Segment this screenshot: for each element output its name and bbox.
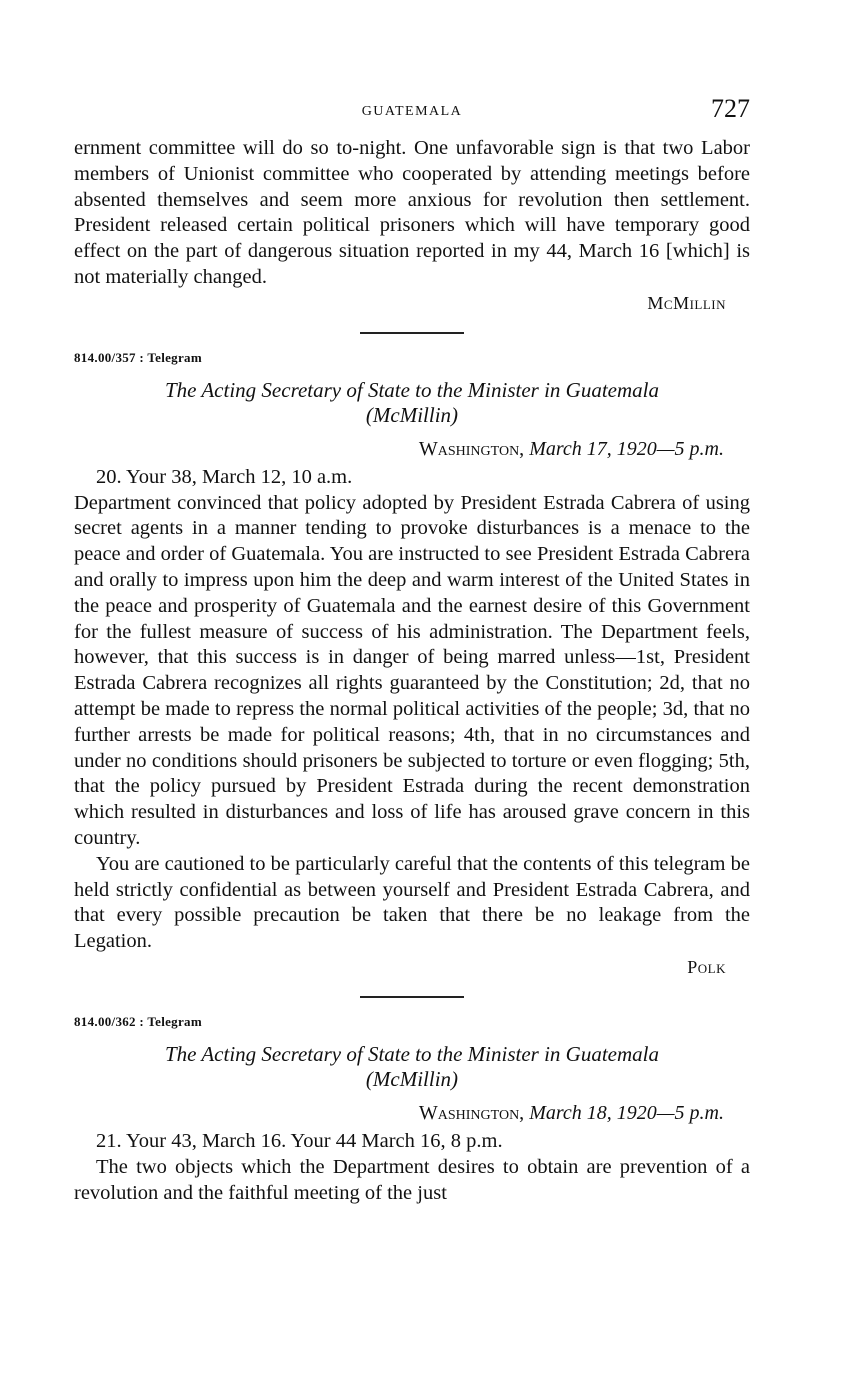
- dateline-place: Washington,: [418, 437, 525, 460]
- section-divider: [360, 332, 464, 334]
- telegram-section-357: [74, 350, 750, 978]
- telegram-reference: 21. Your 43, March 16. Your 44 March 16, 8 p.m.: [96, 1129, 503, 1152]
- signature-mcmillin: McMillin: [647, 292, 726, 313]
- document-title-line2: (McMillin): [365, 1066, 459, 1091]
- file-reference: 814.00/357 : Telegram: [74, 349, 202, 365]
- file-reference: 814.00/362 : Telegram: [74, 1013, 202, 1029]
- dateline-date: March 17, 1920—5 p.m.: [529, 437, 724, 460]
- telegram-paragraph: You are cautioned to be particularly careful that the contents of this telegram be held strictly confidential as between yourself and President Estrada Cabrera, and that every possible precaution be taken that there be no leakage from the Legation.: [74, 852, 750, 953]
- signature-polk: Polk: [687, 956, 726, 977]
- running-head: GUATEMALA: [361, 104, 463, 119]
- page-number: 727: [711, 94, 750, 123]
- document-page: [74, 90, 750, 1206]
- dateline: [74, 438, 750, 461]
- telegram-reference: 20. Your 38, March 12, 10 a.m.: [96, 465, 353, 488]
- dateline-date: March 18, 1920—5 p.m.: [529, 1101, 724, 1124]
- continuation-paragraph: ernment committee will do so to-night. One unfavorable sign is that two Labor members of Unionist committee who cooperated by attending meetings before absented themselves and seem more anxious for revolution then settlement. President released certain political prisoners which will have temporary good effect on the part of dangerous situation reported in my 44, March 16 [which] is not materially changed.: [74, 137, 750, 288]
- section-divider: [360, 996, 464, 998]
- telegram-section-362: [74, 1014, 750, 1206]
- document-title-line2: (McMillin): [365, 402, 459, 427]
- dateline-place: Washington,: [418, 1101, 525, 1124]
- dateline: [74, 1102, 750, 1125]
- page-header: [74, 90, 750, 136]
- document-title: [74, 378, 750, 428]
- document-title-line1: The Acting Secretary of State to the Minister in Guatemala: [164, 377, 659, 402]
- document-title: [74, 1042, 750, 1092]
- telegram-paragraph: The two objects which the Department desires to obtain are prevention of a revolution and the faithful meeting of the just: [74, 1155, 750, 1204]
- telegram-paragraph: Department convinced that policy adopted by President Estrada Cabrera of using secret agents in a manner tending to provoke disturbances is a menace to the peace and order of Guatemala. You are instructed to see President Estrada Cabrera and orally to impress upon him the deep and warm interest of the United States in the peace and prosperity of Guatemala and the earnest desire of this Government for the fullest measure of success of his administration. The Department feels, however, that this success is in danger of being marred unless—1st, President Estrada Cabrera recognizes all rights guaranteed by the Constitution; 2d, that no attempt be made to repress the normal political activities of the people; 3d, that no further arrests be made for political reasons; 4th, that in no circumstances and under no conditions should prisoners be subjected to torture or even flogging; 5th, that the policy pursued by President Estrada during the recent demonstration which resulted in disturbances and loss of life has aroused grave concern in this country.: [74, 491, 750, 849]
- document-title-line1: The Acting Secretary of State to the Minister in Guatemala: [164, 1041, 659, 1066]
